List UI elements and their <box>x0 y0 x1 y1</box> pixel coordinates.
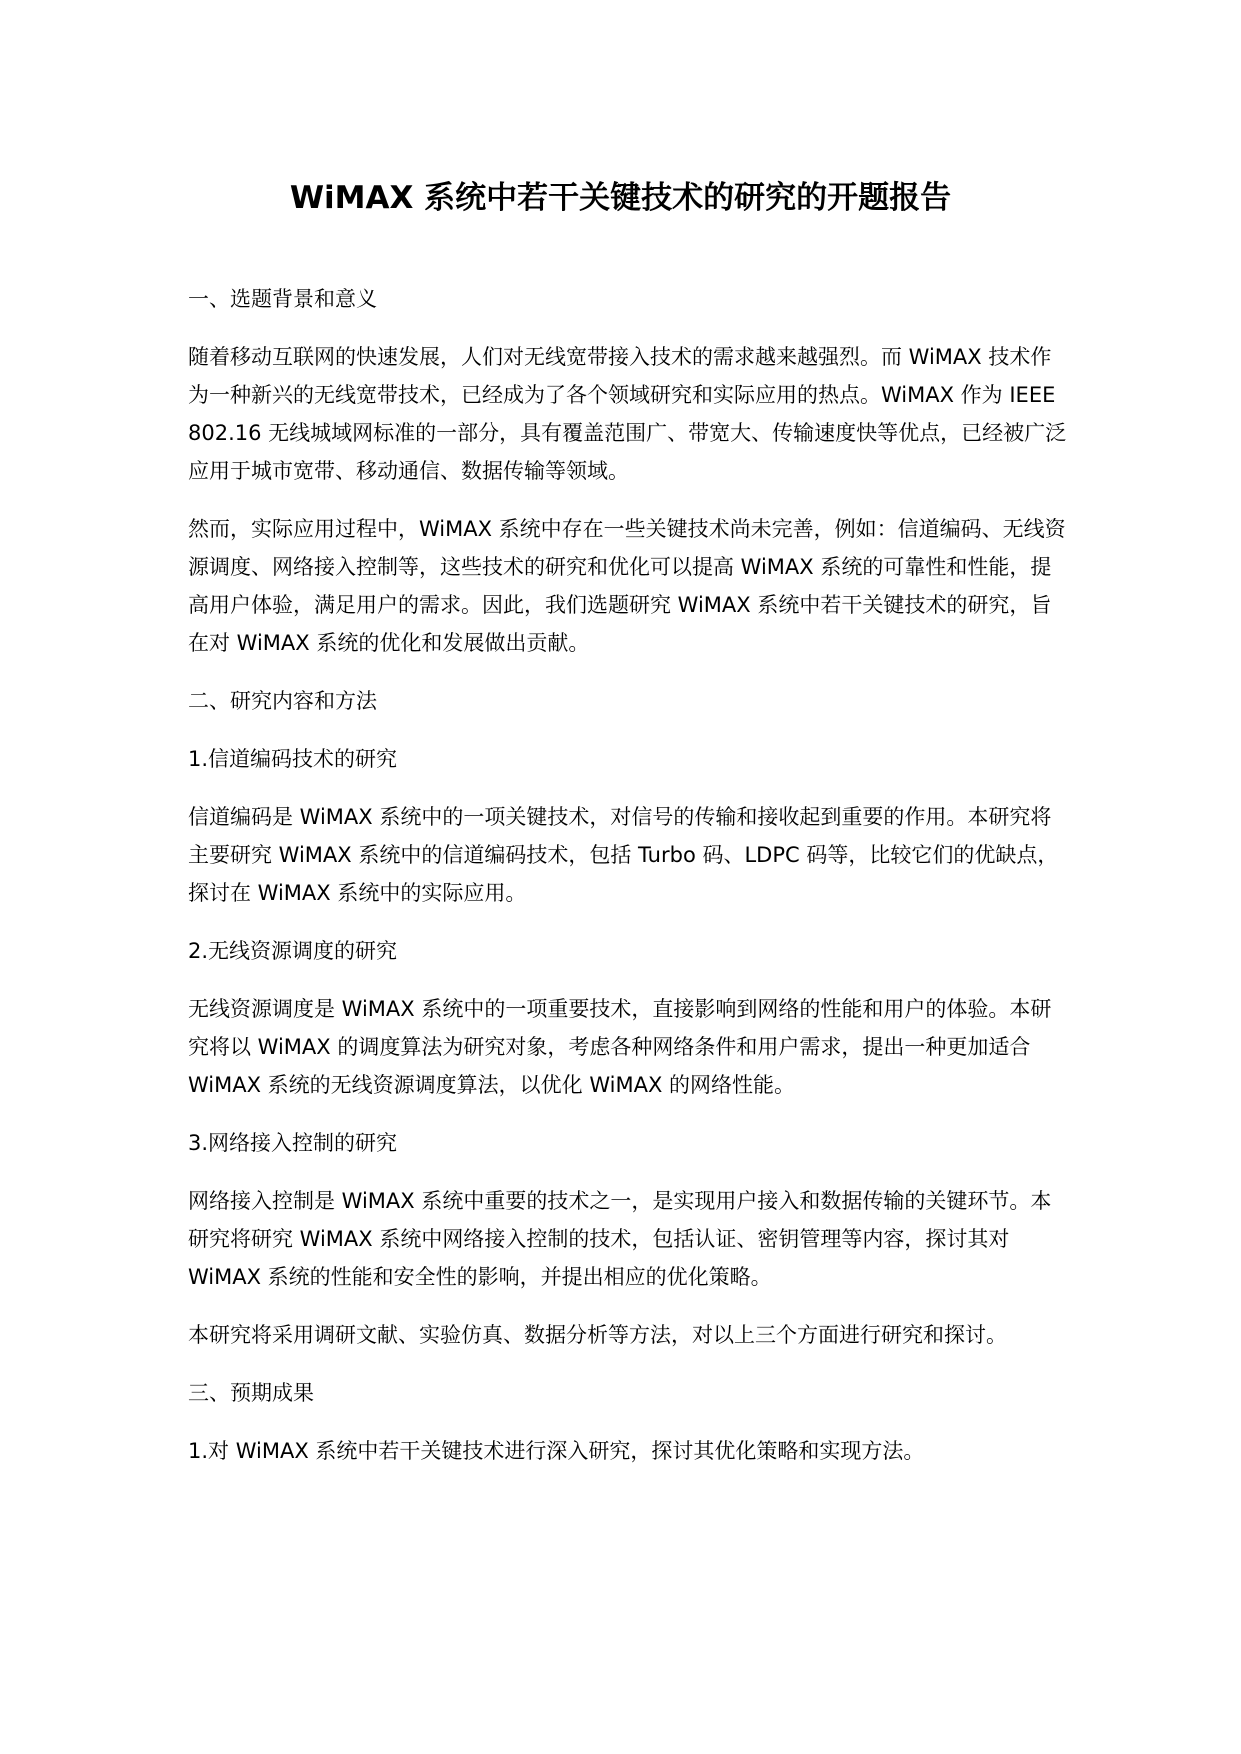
subsection-heading-resource-scheduling: 2.无线资源调度的研究 <box>188 939 398 963</box>
paragraph-access-control: 网络接入控制是 WiMAX 系统中重要的技术之一，是实现用户接入和数据传输的关键环节。本研究将研究 WiMAX 系统中网络接入控制的技术，包括认证、密钥管理等内容，探讨其对 WiMAX 系统的性能和安全性的影响，并提出相应的优化策略。 <box>188 1189 1052 1289</box>
section-heading-background: 一、选题背景和意义 <box>188 287 377 311</box>
paragraph-background-2: 然而，实际应用过程中，WiMAX 系统中存在一些关键技术尚未完善，例如：信道编码、无线资源调度、网络接入控制等，这些技术的研究和优化可以提高 WiMAX 系统的可靠性和性能，提高用户体验，满足用户的需求。因此，我们选题研究 WiMAX 系统中若干关键技术的研究，旨在对 WiMAX 系统的优化和发展做出贡献。 <box>188 517 1066 655</box>
paragraph-background-1: 随着移动互联网的快速发展，人们对无线宽带接入技术的需求越来越强烈。而 WiMAX 技术作为一种新兴的无线宽带技术，已经成为了各个领域研究和实际应用的热点。WiMAX 作为 IEEE 802.16 无线城域网标准的一部分，具有覆盖范围广、带宽大、传输速度快等优点，已经被广泛应用于城市宽带、移动通信、数据传输等领域。 <box>188 345 1067 483</box>
expected-result-item-1: 1.对 WiMAX 系统中若干关键技术进行深入研究，探讨其优化策略和实现方法。 <box>188 1439 925 1463</box>
section-heading-expected-results: 三、预期成果 <box>188 1381 314 1405</box>
document-body <box>188 280 1068 1490</box>
document-title: WiMAX 系统中若干关键技术的研究的开题报告 <box>289 180 952 216</box>
subsection-heading-channel-coding: 1.信道编码技术的研究 <box>188 747 398 771</box>
section-heading-content-methods: 二、研究内容和方法 <box>188 689 377 713</box>
paragraph-methods-closing: 本研究将采用调研文献、实验仿真、数据分析等方法，对以上三个方面进行研究和探讨。 <box>188 1323 1007 1347</box>
subsection-heading-access-control: 3.网络接入控制的研究 <box>188 1131 398 1155</box>
paragraph-resource-scheduling: 无线资源调度是 WiMAX 系统中的一项重要技术，直接影响到网络的性能和用户的体验。本研究将以 WiMAX 的调度算法为研究对象，考虑各种网络条件和用户需求，提出一种更加适合 WiMAX 系统的无线资源调度算法，以优化 WiMAX 的网络性能。 <box>188 997 1052 1097</box>
paragraph-channel-coding: 信道编码是 WiMAX 系统中的一项关键技术，对信号的传输和接收起到重要的作用。本研究将主要研究 WiMAX 系统中的信道编码技术，包括 Turbo 码、LDPC 码等，比较它们的优缺点，探讨在 WiMAX 系统中的实际应用。 <box>188 805 1059 905</box>
